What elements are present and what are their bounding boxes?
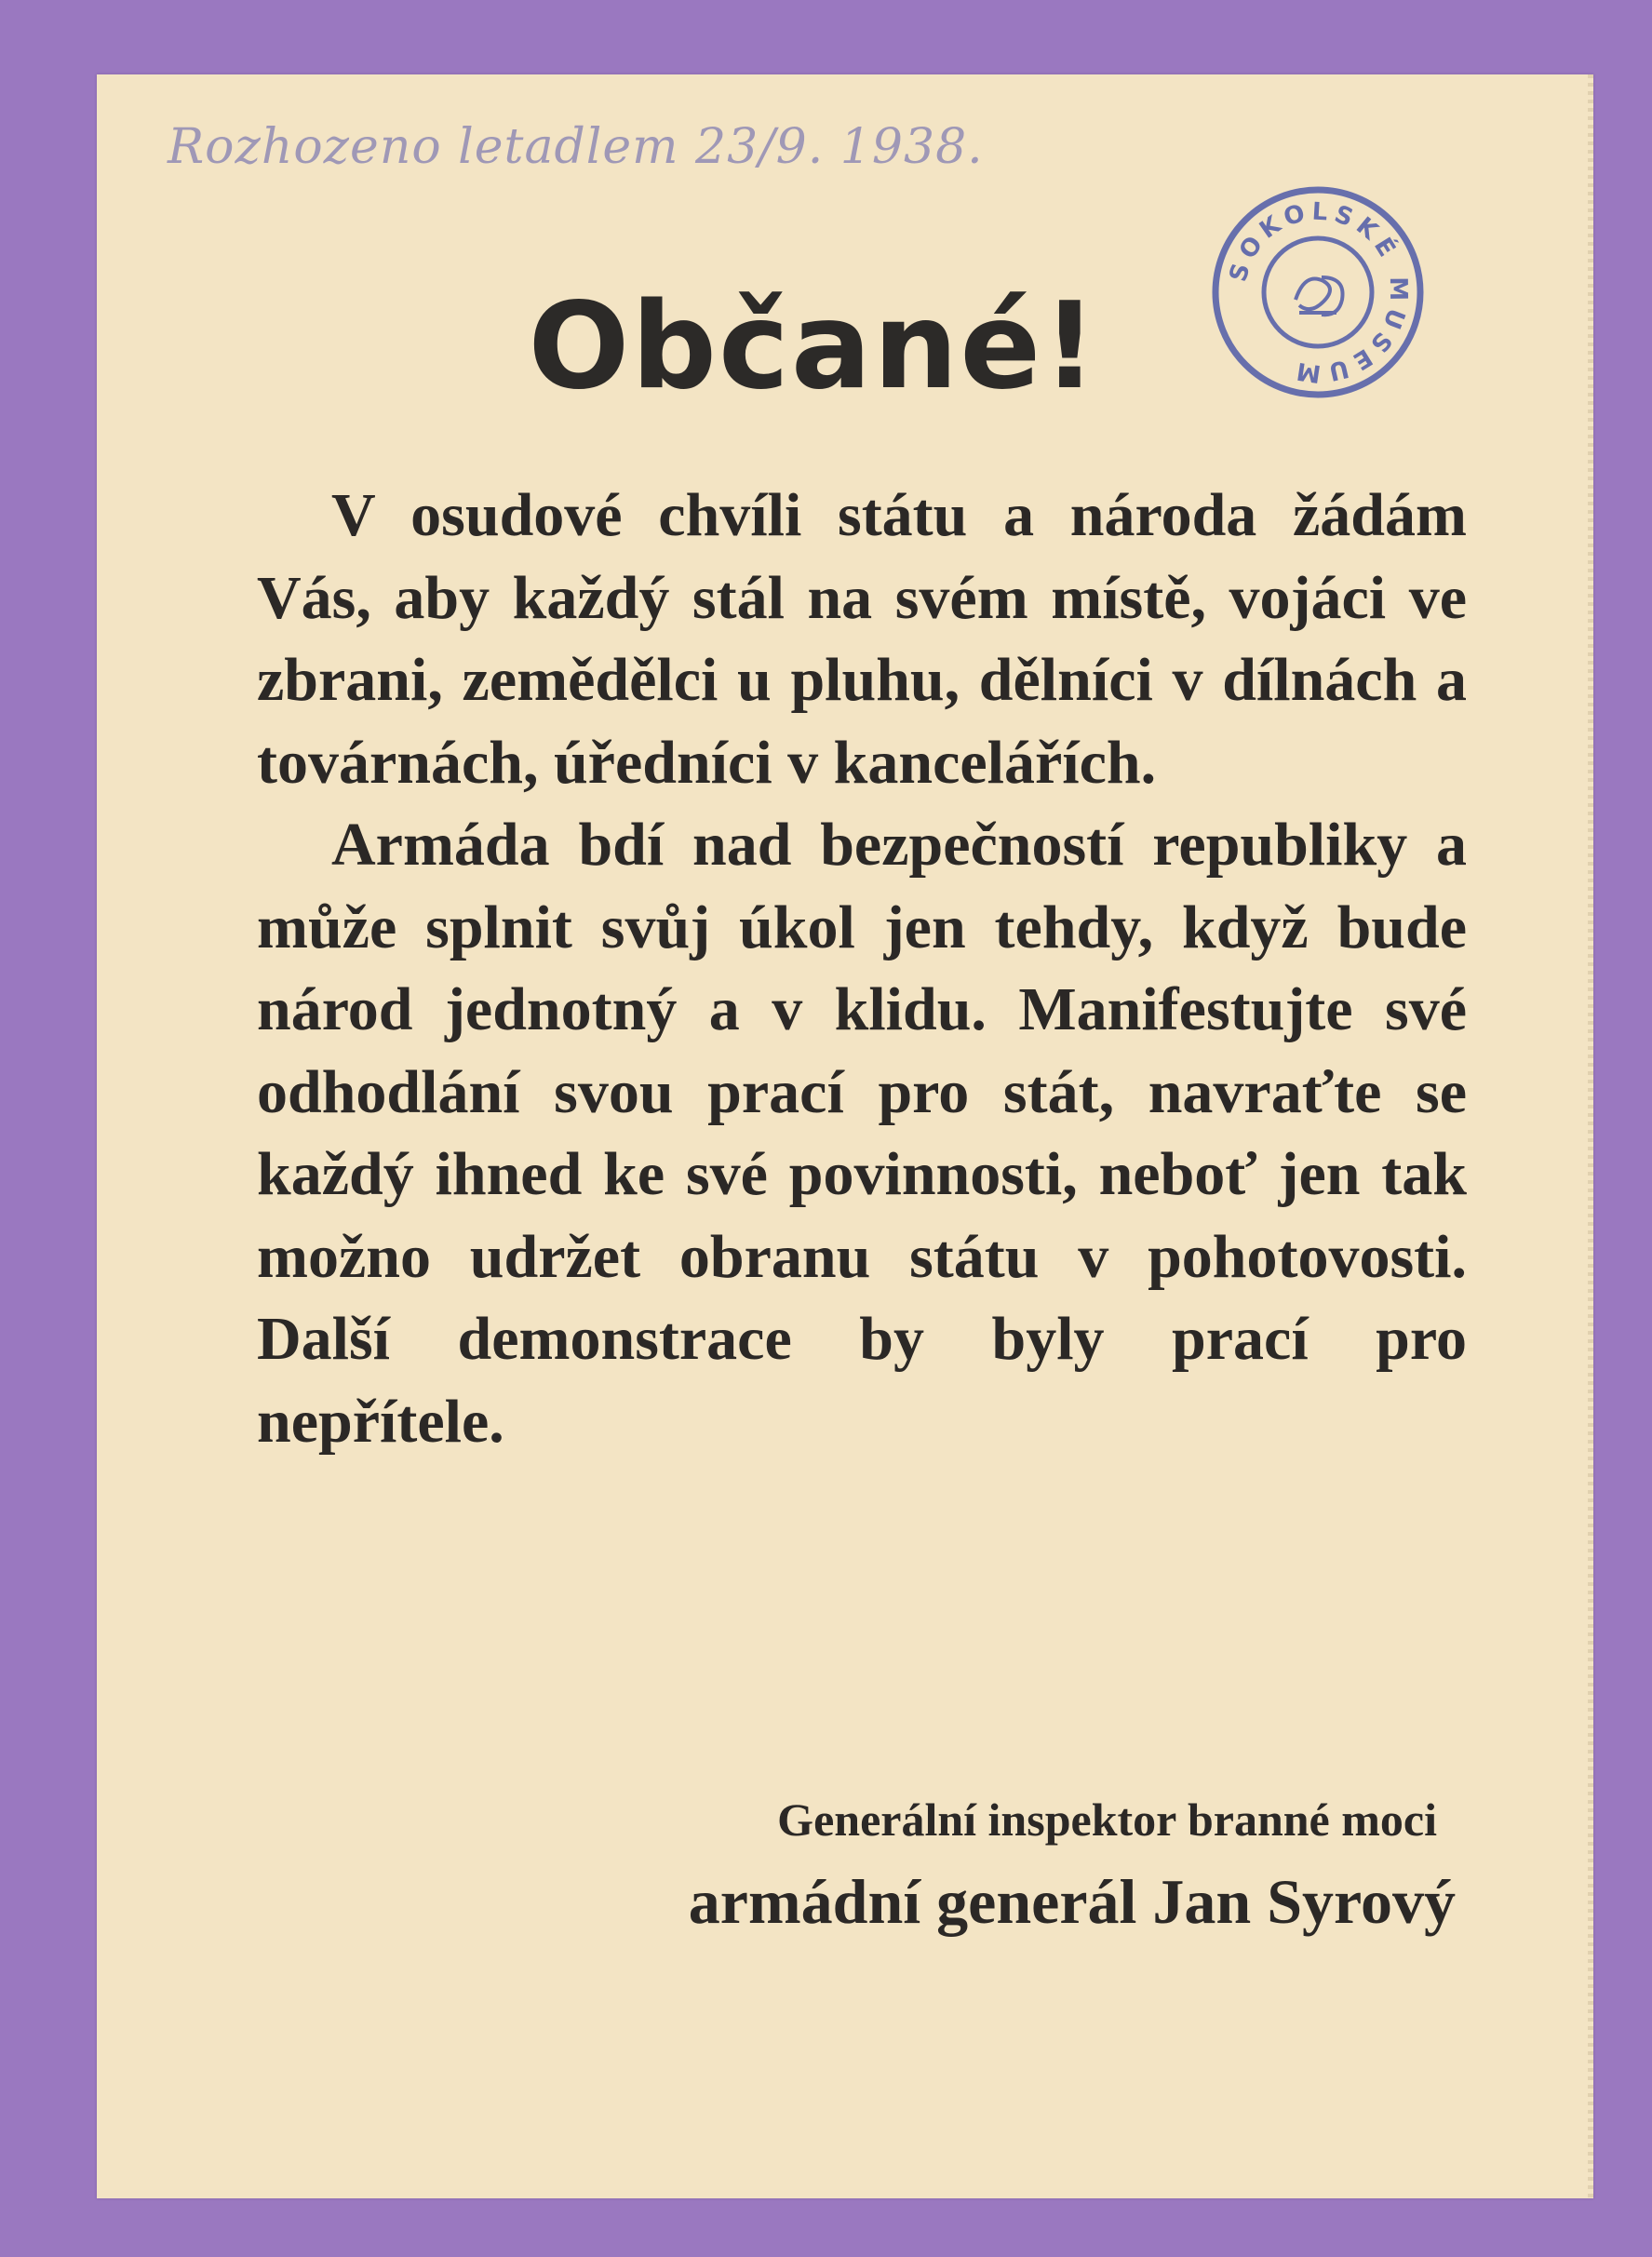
paragraph-2: Armáda bdí nad bezpečností republiky a může splnit svůj úkol jen tehdy, když bude národ jednotný a v klidu. Manifestujte své odhodlání svou prací pro stát, navraťte se každý ihned ke své povinnosti, neboť jen tak možno udržet obranu státu v pohotovosti. Další demonstrace by byly prací pro nepřítele. [257, 811, 1467, 1456]
museum-stamp-icon [1210, 184, 1426, 400]
signature-name: armádní generál Jan Syrový [688, 1866, 1456, 1937]
handwritten-note: Rozhozeno letadlem 23/9. 1938. [168, 119, 984, 175]
svg-text:SOKOLSKÉ MUSEUM [1225, 198, 1413, 388]
stamp-monogram [1296, 277, 1343, 315]
stamp-graphic [1210, 184, 1426, 400]
poster-title: Občané! [528, 277, 1099, 416]
poster-sheet [97, 74, 1593, 2198]
paragraph-1: V osudové chvíli státu a národa žádám Vás, aby každý stál na svém místě, vojáci ve zbrani, zemědělci u pluhu, dělníci v dílnách a továrnách, úředníci v kancelářích. [257, 481, 1467, 797]
stamp-text: SOKOLSKÉ MUSEUM [1224, 197, 1413, 388]
signature-role: Generální inspektor branné moci [777, 1794, 1437, 1846]
proclamation-text [257, 475, 1467, 1463]
